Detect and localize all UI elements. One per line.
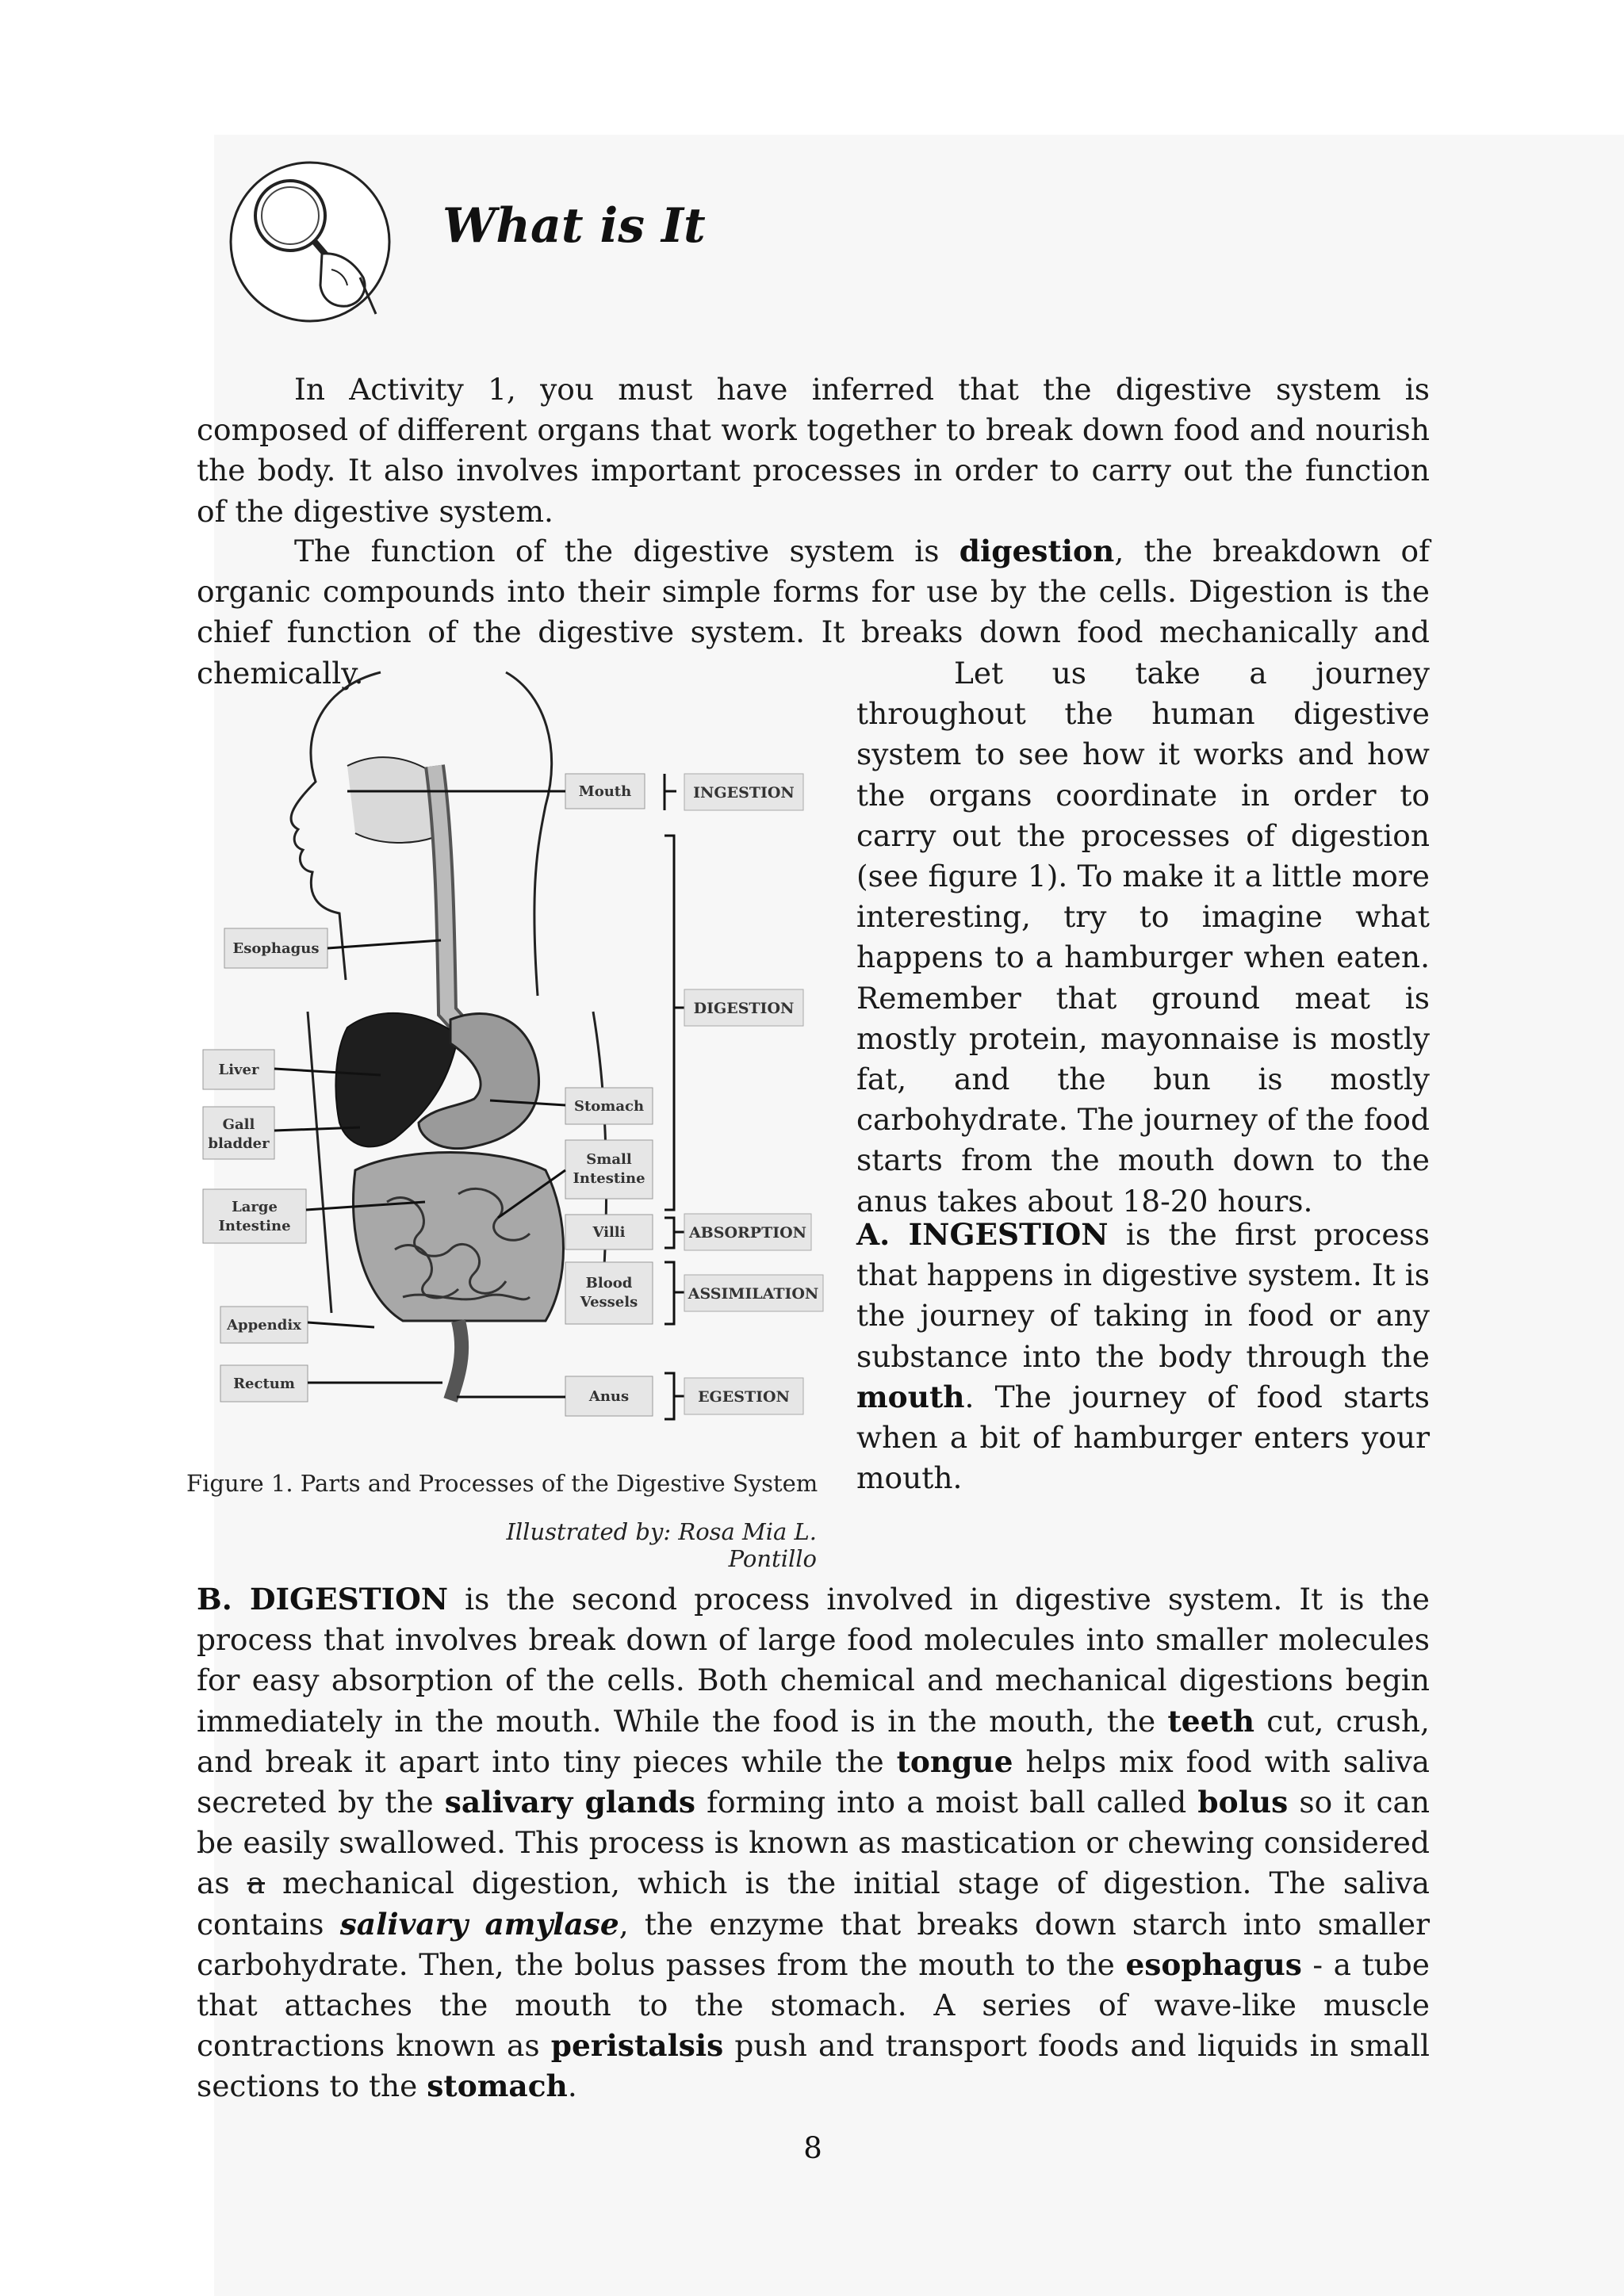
svg-text:DIGESTION: DIGESTION: [693, 1000, 795, 1017]
text-span: so it can be easily swallowed. This process is known as mastication or chewing considered as: [197, 1785, 1430, 1901]
text-span: push and transport foods and liquids in small sections to the: [197, 2028, 1430, 2104]
term-teeth: teeth: [1167, 1703, 1255, 1739]
term-bolus: bolus: [1197, 1785, 1289, 1820]
text-span: cut, crush, and break it apart into tiny pieces while the: [197, 1703, 1430, 1779]
head-back-outline: [506, 672, 552, 996]
figure-caption: Figure 1. Parts and Processes of the Digestive System: [186, 1470, 818, 1497]
svg-text:Vessels: Vessels: [580, 1294, 638, 1311]
text-span: forming into a moist ball called: [695, 1785, 1198, 1820]
label-anus: [457, 1376, 653, 1416]
digestion-paragraph: [197, 1579, 1430, 2107]
large-intestine-shape: [354, 1153, 564, 1322]
label-blood-vessels: [565, 1262, 653, 1324]
label-villi: [565, 1215, 653, 1249]
svg-text:INGESTION: INGESTION: [693, 784, 795, 802]
svg-text:Large: Large: [232, 1199, 278, 1215]
oral-cavity: [347, 757, 435, 843]
svg-text:Gall: Gall: [222, 1116, 255, 1133]
text-span: , the breakdown of organic compounds into their simple forms for use by the cells. Digestion is the chief function of the digestive system. It breaks down food mechanically and chemically.: [197, 534, 1430, 691]
text-span: The function of the digestive system is: [294, 534, 959, 568]
svg-text:Intestine: Intestine: [218, 1218, 291, 1234]
intro-paragraph: In Activity 1, you must have inferred that the digestive system is composed of different organs that work together to break down food and nourish the body. It also involves important processes in order to carry out the function of the digestive system.: [197, 372, 1430, 529]
term-salivary-glands: salivary glands: [444, 1785, 695, 1820]
magnifying-glass-icon: [220, 159, 403, 325]
process-brackets: [665, 774, 684, 1419]
text-span: mechanical digestion, which is the initial stage of digestion. The saliva contains: [197, 1866, 1430, 1942]
term-salivary-amylase: salivary amylase: [339, 1906, 619, 1942]
process-digestion: [684, 989, 803, 1026]
process-assimilation: [684, 1275, 823, 1311]
svg-text:Appendix: Appendix: [227, 1317, 301, 1334]
term-digestion-heading: B. DIGESTION: [197, 1582, 449, 1617]
label-esophagus: [224, 928, 441, 968]
label-gall-bladder: [203, 1107, 360, 1159]
text-span: . The journey of food starts when a bit of hamburger enters your mouth.: [856, 1379, 1430, 1496]
svg-text:bladder: bladder: [208, 1135, 270, 1152]
term-stomach: stomach: [427, 2068, 568, 2104]
svg-text:Mouth: Mouth: [578, 783, 632, 800]
text-span: .: [567, 2068, 577, 2104]
svg-text:Small: Small: [586, 1151, 632, 1168]
ingestion-paragraph: [856, 1215, 1430, 1498]
term-tongue: tongue: [896, 1743, 1013, 1779]
term-ingestion: A. INGESTION: [856, 1217, 1109, 1252]
text-span: - a tube that attaches the mouth to the stomach. A series of wave-like muscle contractions known as: [197, 1946, 1430, 2064]
svg-text:Liver: Liver: [218, 1062, 259, 1078]
text-span: , the enzyme that breaks down starch into smaller carbohydrate. Then, the bolus passes from the mouth to the: [197, 1906, 1430, 1982]
process-egestion: [684, 1378, 803, 1414]
process-ingestion: [684, 774, 803, 810]
svg-text:Rectum: Rectum: [233, 1376, 295, 1392]
digestive-system-figure: [197, 663, 831, 1448]
label-rectum: [220, 1365, 442, 1402]
term-digestion: digestion: [959, 534, 1115, 568]
text-span: helps mix food with saliva secreted by the: [197, 1743, 1430, 1820]
process-absorption: [684, 1214, 811, 1250]
rectum-shape: [450, 1321, 462, 1400]
svg-text:Intestine: Intestine: [573, 1170, 645, 1187]
svg-text:EGESTION: EGESTION: [698, 1388, 790, 1406]
svg-text:Blood: Blood: [585, 1275, 633, 1292]
svg-text:ASSIMILATION: ASSIMILATION: [688, 1285, 819, 1303]
term-peristalsis: peristalsis: [550, 2028, 724, 2064]
svg-text:Villi: Villi: [592, 1224, 626, 1241]
svg-text:Stomach: Stomach: [573, 1098, 645, 1115]
text-span: is the first process that happens in digestive system. It is the journey of taking in food or any substance into the body through the: [856, 1217, 1430, 1374]
journey-paragraph: Let us take a journey throughout the human digestive system to see how it works and how the organs coordinate in order to carry out the processes of digestion (see figure 1). To make it a little more interesting, try to imagine what happens to a hamburger when eaten. Remember that ground meat is mostly protein, mayonnaise is mostly fat, and the bun is mostly carbohydrate. The journey of the food starts from the mouth down to the anus takes about 18-20 hours.: [856, 656, 1430, 1219]
body-outline-left: [308, 1012, 331, 1313]
label-appendix: [220, 1307, 374, 1343]
svg-text:ABSORPTION: ABSORPTION: [688, 1224, 807, 1242]
term-esophagus: esophagus: [1125, 1946, 1302, 1982]
struck-word: a: [247, 1866, 266, 1901]
text-span: is the second process involved in digestive system. It is the process that involves break down of large food molecules into smaller molecules for easy absorption of the cells. Both chemical and mechanical digestions begin immediately in the mouth. While the food is in the mouth, the: [197, 1582, 1430, 1739]
page-number: 8: [803, 2131, 822, 2165]
page-title: What is It: [442, 198, 706, 254]
svg-text:Anus: Anus: [588, 1388, 630, 1405]
svg-text:Esophagus: Esophagus: [232, 940, 320, 957]
term-mouth: mouth: [856, 1379, 965, 1414]
figure-credit: Illustrated by: Rosa Mia L. Pontillo: [506, 1518, 817, 1572]
